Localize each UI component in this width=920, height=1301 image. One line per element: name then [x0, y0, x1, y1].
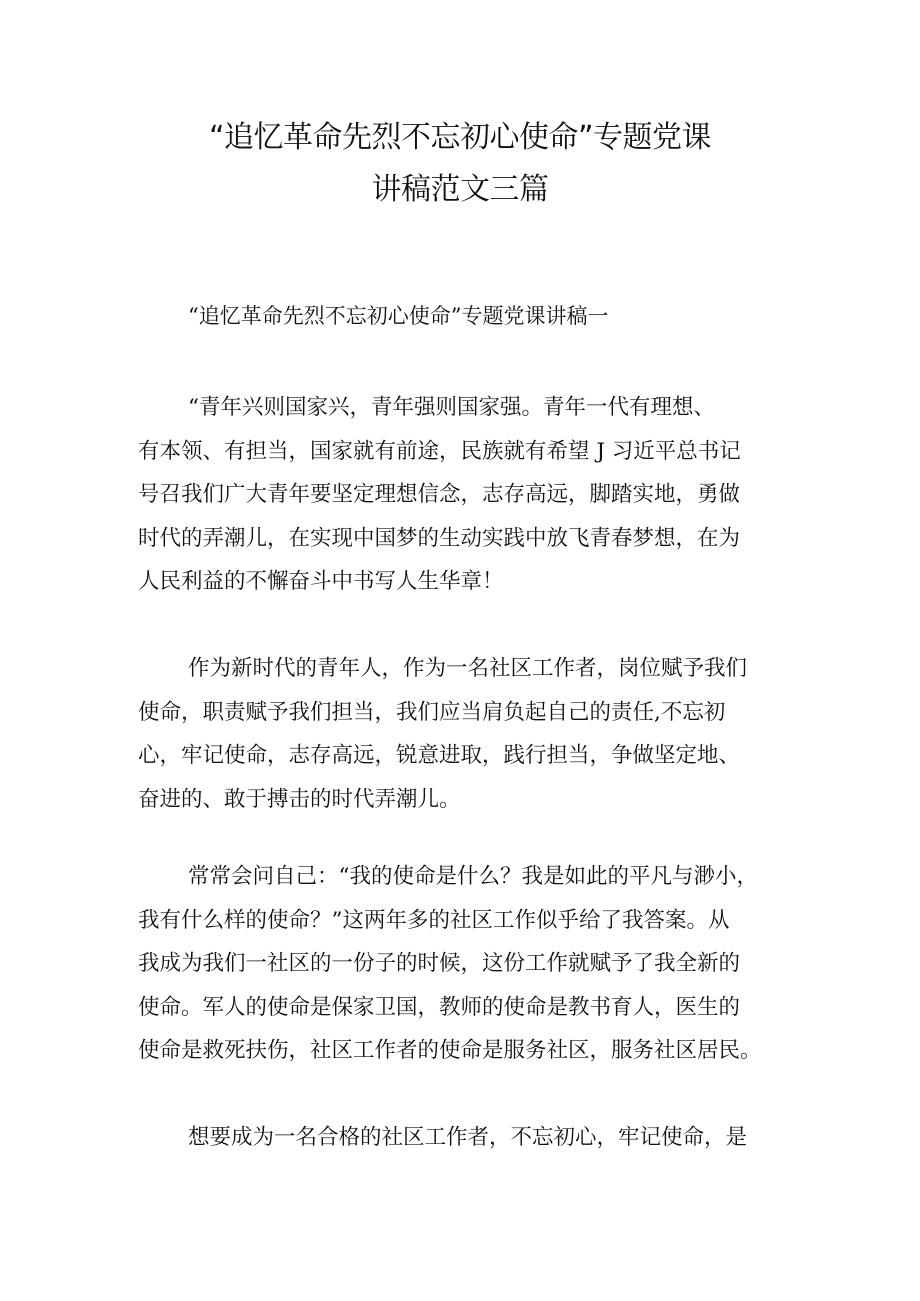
document-title-line-2: 讲稿范文三篇	[371, 172, 549, 207]
text-line: 时代的弄潮儿，在实现中国梦的生动实践中放飞青春梦想，在为	[138, 525, 741, 551]
text-line: 作为新时代的青年人，作为一名社区工作者，岗位赋予我们	[188, 656, 748, 681]
paragraph-4	[138, 1116, 798, 1160]
text-line: 有本领、有担当，国家就有前途，民族就有希望 J 习近平总书记	[138, 438, 741, 464]
document-title-line-1: “追忆革命先烈不忘初心使命”专题党课	[208, 120, 712, 155]
text-line: 常常会问自己：“我的使命是什么？我是如此的平凡与渺小，	[188, 864, 758, 889]
text-line: 使命。军人的使命是保家卫国，教师的使命是教书育人，医生的	[138, 994, 741, 1020]
text-line: 心，牢记使命，志存高远，锐意进取，践行担当，争做坚定地、	[138, 743, 741, 768]
text-line: 想要成为一名合格的社区工作者，不忘初心，牢记使命，是	[188, 1125, 748, 1150]
paragraph-1	[138, 386, 798, 604]
text-line: 我成为我们一社区的一份子的时候，这份工作就赋予了我全新的	[138, 951, 741, 976]
text-line: 使命是救死扶伤，社区工作者的使命是服务社区，服务社区居民。	[138, 1038, 762, 1063]
paragraph-3	[138, 855, 798, 1073]
text-line: 奋进的、敢于搏击的时代弄潮儿。	[138, 786, 461, 812]
section-subheading: “追忆革命先烈不忘初心使命”专题党课讲稿一	[188, 304, 609, 328]
text-line: 使命，职责赋予我们担当，我们应当肩负起自己的责任,不忘初	[138, 699, 726, 725]
text-line: 人民利益的不懈奋斗中书写人生华章！	[138, 569, 504, 594]
text-line: “青年兴则国家兴，青年强则国家强。青年一代有理想、	[188, 395, 715, 420]
text-line: 号召我们广大青年要坚定理想信念，志存高远，脚踏实地，勇做	[138, 482, 741, 507]
text-line: 我有什么样的使命？”这两年多的社区工作似乎给了我答案。从	[138, 907, 730, 933]
paragraph-2	[138, 647, 798, 821]
